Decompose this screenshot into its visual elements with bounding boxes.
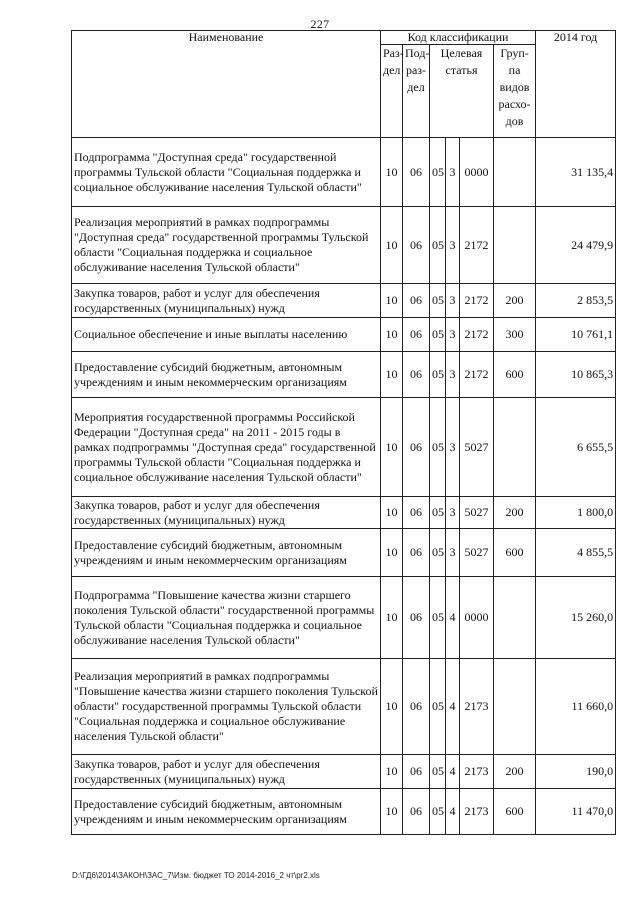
row-target-program: 05 [430, 207, 446, 284]
row-name: Закупка товаров, работ и услуг для обеспечения государственных (муниципальных) нужд [72, 755, 381, 789]
row-sum: 1 800,0 [536, 497, 616, 529]
row-target-direction: 5027 [460, 497, 494, 529]
row-target-program: 05 [430, 138, 446, 207]
row-target-subprogram: 4 [446, 577, 460, 659]
row-target-direction: 0000 [460, 577, 494, 659]
row-razdel: 10 [381, 318, 403, 352]
row-target-subprogram: 3 [446, 497, 460, 529]
row-target-direction: 2173 [460, 789, 494, 835]
table-row [72, 529, 616, 577]
row-expense-type: 600 [494, 789, 536, 835]
row-target-subprogram: 3 [446, 398, 460, 497]
row-expense-type: 600 [494, 529, 536, 577]
row-expense-type: 300 [494, 318, 536, 352]
row-expense-type: 200 [494, 755, 536, 789]
row-target-direction: 0000 [460, 138, 494, 207]
row-podrazdel: 06 [403, 789, 430, 835]
row-name: Подпрограмма "Доступная среда" государственной программы Тульской области "Социальная поддержка и социальное обслуживание населения Тульской области" [72, 138, 381, 207]
row-target-direction: 5027 [460, 398, 494, 497]
row-sum: 190,0 [536, 755, 616, 789]
row-razdel: 10 [381, 138, 403, 207]
row-target-program: 05 [430, 352, 446, 398]
row-sum: 10 761,1 [536, 318, 616, 352]
row-razdel: 10 [381, 577, 403, 659]
row-podrazdel: 06 [403, 398, 430, 497]
row-razdel: 10 [381, 352, 403, 398]
row-expense-type [494, 138, 536, 207]
table-row [72, 207, 616, 284]
budget-table [71, 30, 616, 835]
row-sum: 11 660,0 [536, 659, 616, 755]
table-row [72, 497, 616, 529]
row-target-program: 05 [430, 659, 446, 755]
table-row [72, 659, 616, 755]
row-podrazdel: 06 [403, 659, 430, 755]
table-row [72, 284, 616, 318]
row-podrazdel: 06 [403, 284, 430, 318]
row-name: Закупка товаров, работ и услуг для обеспечения государственных (муниципальных) нужд [72, 284, 381, 318]
row-target-subprogram: 4 [446, 755, 460, 789]
row-sum: 6 655,5 [536, 398, 616, 497]
row-name: Мероприятия государственной программы Российской Федерации "Доступная среда" на 2011 - 2015 годы в рамках подпрограммы "Доступная среда" государственной программы Тульской области "Социальная поддержка и социальное обслуживание населения Тульской области" [72, 398, 381, 497]
row-name: Предоставление субсидий бюджетным, автономным учреждениям и иным некоммерческим организациям [72, 352, 381, 398]
table-header [72, 31, 616, 138]
row-expense-type [494, 398, 536, 497]
row-name: Закупка товаров, работ и услуг для обеспечения государственных (муниципальных) нужд [72, 497, 381, 529]
table-body [72, 138, 616, 835]
row-target-subprogram: 3 [446, 138, 460, 207]
row-target-direction: 2172 [460, 284, 494, 318]
row-expense-type [494, 577, 536, 659]
row-name: Реализация мероприятий в рамках подпрограммы "Доступная среда" государственной программы Тульской области "Социальная поддержка и социальное обслуживание населения Тульской области" [72, 207, 381, 284]
row-target-subprogram: 3 [446, 529, 460, 577]
row-target-direction: 5027 [460, 529, 494, 577]
row-razdel: 10 [381, 284, 403, 318]
row-target-direction: 2173 [460, 659, 494, 755]
row-target-program: 05 [430, 497, 446, 529]
row-razdel: 10 [381, 659, 403, 755]
table-row [72, 318, 616, 352]
row-podrazdel: 06 [403, 755, 430, 789]
header-subsection: Под- раз- дел [403, 45, 430, 138]
header-target-article: Целевая статья [430, 45, 494, 138]
header-section: Раз- дел [381, 45, 403, 138]
row-target-subprogram: 3 [446, 284, 460, 318]
row-podrazdel: 06 [403, 529, 430, 577]
row-sum: 31 135,4 [536, 138, 616, 207]
row-sum: 24 479,9 [536, 207, 616, 284]
row-razdel: 10 [381, 529, 403, 577]
table-row [72, 789, 616, 835]
header-classification: Код классификации [381, 31, 536, 45]
row-target-direction: 2173 [460, 755, 494, 789]
row-name: Социальное обеспечение и иные выплаты населению [72, 318, 381, 352]
row-target-program: 05 [430, 318, 446, 352]
table-row [72, 755, 616, 789]
page-number: 227 [310, 17, 330, 31]
row-target-program: 05 [430, 398, 446, 497]
row-expense-type [494, 207, 536, 284]
table-row [72, 577, 616, 659]
row-podrazdel: 06 [403, 207, 430, 284]
row-podrazdel: 06 [403, 497, 430, 529]
row-expense-type: 200 [494, 497, 536, 529]
row-target-program: 05 [430, 284, 446, 318]
row-podrazdel: 06 [403, 138, 430, 207]
row-name: Подпрограмма "Повышение качества жизни старшего поколения Тульской области" государственной программы Тульской области "Социальная поддержка и социальное обслуживание населения Тульской области" [72, 577, 381, 659]
row-razdel: 10 [381, 398, 403, 497]
row-target-program: 05 [430, 577, 446, 659]
row-target-direction: 2172 [460, 318, 494, 352]
table-row [72, 138, 616, 207]
table-row [72, 352, 616, 398]
row-target-subprogram: 4 [446, 789, 460, 835]
row-sum: 4 855,5 [536, 529, 616, 577]
row-podrazdel: 06 [403, 577, 430, 659]
row-name: Реализация мероприятий в рамках подпрограммы "Повышение качества жизни старшего поколения Тульской области" государственной программы Тульской области "Социальная поддержка и социальное обслуживание населения Тульской области" [72, 659, 381, 755]
row-target-program: 05 [430, 789, 446, 835]
row-razdel: 10 [381, 497, 403, 529]
row-podrazdel: 06 [403, 352, 430, 398]
row-target-program: 05 [430, 529, 446, 577]
row-sum: 10 865,3 [536, 352, 616, 398]
row-target-subprogram: 3 [446, 207, 460, 284]
row-target-direction: 2172 [460, 207, 494, 284]
row-target-subprogram: 3 [446, 318, 460, 352]
header-expense-group: Груп- па видов расхо- дов [494, 45, 536, 138]
row-podrazdel: 06 [403, 318, 430, 352]
row-target-subprogram: 4 [446, 659, 460, 755]
row-razdel: 10 [381, 755, 403, 789]
row-target-direction: 2172 [460, 352, 494, 398]
row-target-subprogram: 3 [446, 352, 460, 398]
row-razdel: 10 [381, 789, 403, 835]
row-expense-type [494, 659, 536, 755]
row-target-program: 05 [430, 755, 446, 789]
row-razdel: 10 [381, 207, 403, 284]
row-name: Предоставление субсидий бюджетным, автономным учреждениям и иным некоммерческим организациям [72, 529, 381, 577]
table-row [72, 398, 616, 497]
row-sum: 11 470,0 [536, 789, 616, 835]
row-expense-type: 200 [494, 284, 536, 318]
header-name: Наименование [72, 31, 381, 138]
footer-file-path: D:\ГД6\2014\ЗАКОН\ЗАС_7\Изм. бюджет ТО 2014-2016_2 чт\pr2.xls [72, 871, 320, 880]
row-name: Предоставление субсидий бюджетным, автономным учреждениям и иным некоммерческим организациям [72, 789, 381, 835]
row-expense-type: 600 [494, 352, 536, 398]
row-sum: 15 260,0 [536, 577, 616, 659]
row-sum: 2 853,5 [536, 284, 616, 318]
header-year: 2014 год [536, 31, 616, 138]
